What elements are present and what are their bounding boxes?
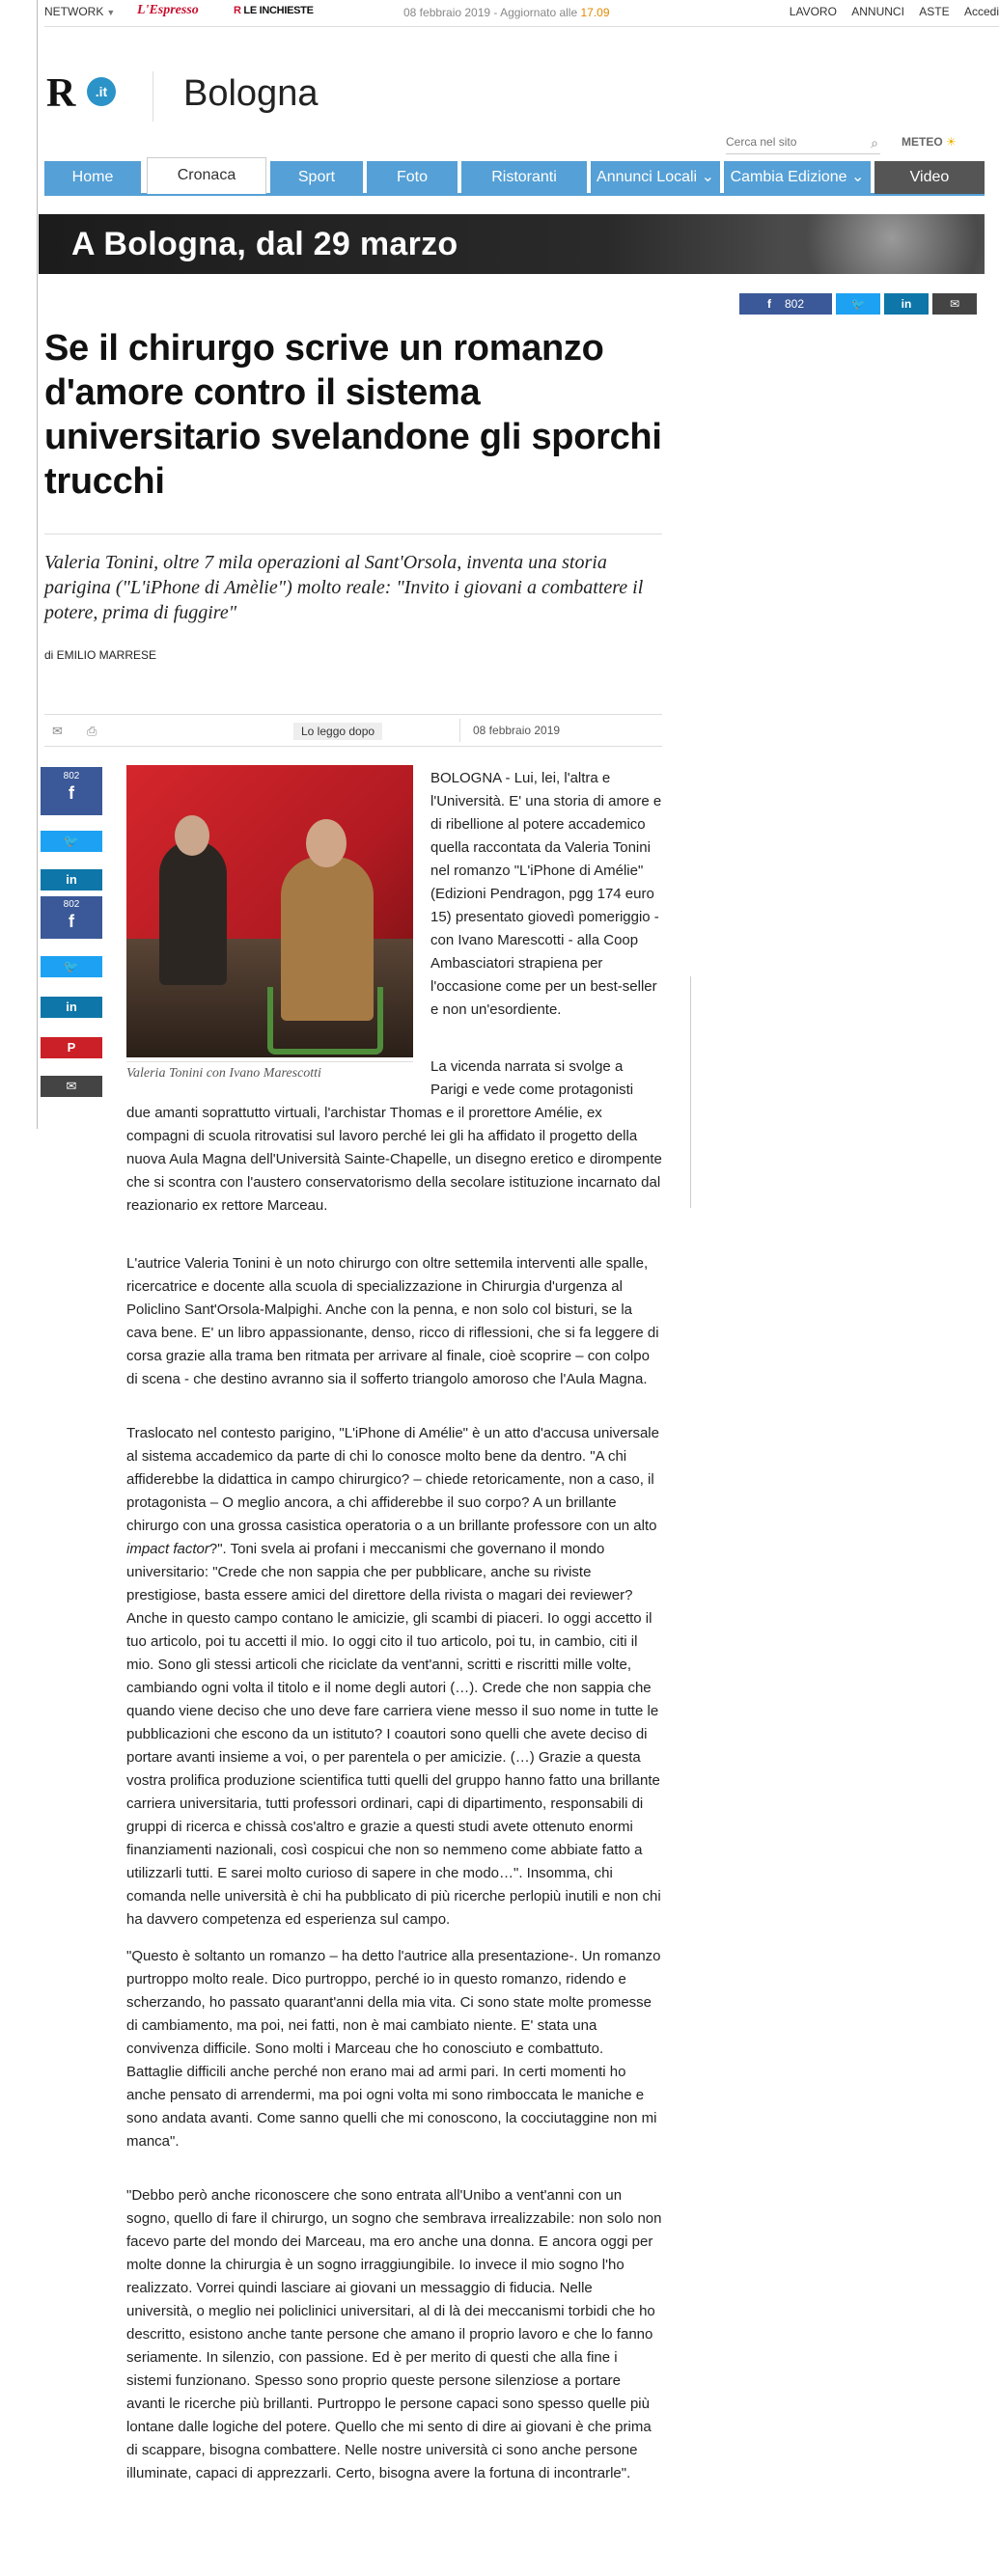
email-icon: ✉ xyxy=(66,1079,77,1093)
article-photo[interactable] xyxy=(126,765,413,1057)
linkedin-icon: in xyxy=(66,1000,77,1014)
twitter-icon: 🐦 xyxy=(850,297,866,311)
article-paragraph-5: "Questo è soltanto un romanzo – ha detto l'autrice alla presentazione-. Un romanzo purtroppo molto reale. Dico purtroppo, perché io in questo romanzo, ridendo e scherzando, ho passato quarant'anni della mia vita. Ci sono state molte promesse di cambiamento, ma poi, nei fatti, non è mai cambiato niente. E' stata una convivenza difficile. Sono molti i Marceau che ho conosciuto e combattuto. Battaglie difficili anche perché non erano mai ad armi pari. In certi momenti ho anche pensato di arrendermi, ma poi ogni volta mi sono rimboccata le maniche e sono andata avanti. Come sanno quelli che mi conoscono, la cocciutaggine non mi manca". xyxy=(126,1948,661,2150)
article-paragraph-4: Traslocato nel contesto parigino, "L'iPhone di Amélie" è un atto d'accusa universale al sistema accademico da parte di chi lo conosce molto bene da dentro. "A chi affiderebbe la didattica in campo chirurgico? – chiede retoricamente, non a caso, il protagonista – O meglio ancora, a chi affiderebbe il suo corpo? A un brillante chirurgo con una grossa casistica operatoria o a un brillante professore con un alto impact factor?". Toni svela ai profani i meccanismi che governano il mondo universitario: "Crede che non sappia che per pubblicare, anche su riviste prestigiose, basta essere amici del direttore della rivista o magari dei reviewer? Anche in questo campo contano le amicizie, gli scambi di piaceri. Io oggi accetto il tuo articolo, poi tu accetti il mio. Io oggi cito il tuo articolo, poi tu, in cambio, citi il mio. Sono gli stessi articoli che riciclate da vent'anni, scritti e riscritti mille volte, cambiando ogni volta il titolo e il nome degli autori (…). Crede che non sappia che quando viene deciso che uno deve fare carriera viene messo il suo nome in tutte le pubblicazioni che escono da un istituto? I coautori sono quelli che avete deciso di portare avanti insieme a voi, o per parentela o per amicizie. (…) Grazie a questa vostra prolifica produzione scientifica tutti quelli del gruppo hanno fatto una brillante carriera universitaria, tutti professori ordinari, capi di dipartimento, responsabili di gruppi di ricerca e chissà cos'altro e grazie a questi studi avete ottenuto enormi finanziamenti nazionali, così cospicui che non so nemmeno come abbiate fatto a utilizzarli tutti. E sarei molto curioso di sapere in che modo…". Insomma, chi comanda nelle università è chi ha pubblicato di più ricerche perlopiù inutili e non chi ha davvero competenza ed esperienza sul campo. xyxy=(126,1425,661,1928)
network-bar xyxy=(44,0,999,27)
nav-item-video[interactable]: Video xyxy=(874,161,985,194)
twitter-share-button[interactable] xyxy=(41,831,102,852)
linkedin-icon: in xyxy=(66,872,77,887)
photo-person-man-head xyxy=(306,819,347,867)
nav-item-home[interactable]: Home xyxy=(44,161,141,194)
facebook-icon: f xyxy=(69,912,74,931)
pinterest-share-button[interactable] xyxy=(41,1037,102,1058)
link-lavoro[interactable]: LAVORO xyxy=(789,5,837,18)
network-menu[interactable]: NETWORK ▼ xyxy=(44,5,116,18)
email-icon[interactable]: ✉ xyxy=(52,724,63,738)
chevron-down-icon: ⌄ xyxy=(851,169,865,185)
article-date: 08 febbraio 2019 xyxy=(473,724,561,737)
update-time: 17.09 xyxy=(580,6,610,19)
ad-banner[interactable] xyxy=(39,214,985,274)
banner-image xyxy=(753,214,985,274)
banner-text: A Bologna, dal 29 marzo xyxy=(71,226,458,262)
pinterest-icon: P xyxy=(67,1040,76,1055)
nav-item-sport[interactable]: Sport xyxy=(270,161,363,194)
article-paragraph-6: "Debbo però anche riconoscere che sono entrata all'Unibo a vent'anni con un sogno, quello di fare il chirurgo, un sogno che sembrava irrealizzabile: non solo non facevo parte del mondo dei Marceau, ma ero anche una donna. E ancora oggi per molte donne la chirurgia è un sogno irraggiungibile. Io invece il mio sogno l'ho realizzato. Vorrei quindi lasciare ai giovani un messaggio di fiducia. Nelle università, o meglio nei policlinici universitari, al di là dei meccanismi torbidi che ho descritto, esistono anche tante persone che amano il proprio lavoro e che lo fanno seriamente. In silenzio, con passione. Ed è per merito di questi che alla fine i sistemi funzionano. Spesso sono proprio queste persone silenziose a portare avanti le ricerche più brillanti. Purtroppo le persone capaci sono spesso quelle più lontane dalle logiche del potere. Quello che mi sento di dire ai giovani è che prima di scappare, bisogna combattere. Nelle nostre università ci sono anche persone illuminate, capaci di apprezzarli. Certo, bisogna avere la fortuna di incontrarle". xyxy=(126,2187,662,2481)
espresso-logo[interactable]: L'Espresso xyxy=(137,3,199,17)
linkedin-share-button[interactable] xyxy=(41,997,102,1018)
link-aste[interactable]: ASTE xyxy=(919,5,950,18)
article-headline: Se il chirurgo scrive un romanzo d'amore contro il sistema universitario svelandone gli sporchi trucchi xyxy=(44,328,662,502)
main-nav xyxy=(44,157,985,196)
meteo-link[interactable]: METEO ☀ xyxy=(902,135,957,149)
search-box xyxy=(726,133,880,154)
nav-item-annunci-locali[interactable]: Annunci Locali ⌄ xyxy=(591,161,720,194)
link-annunci[interactable]: ANNUNCI xyxy=(851,5,904,18)
facebook-share-button[interactable]: 802 f xyxy=(41,767,102,815)
twitter-share-button[interactable] xyxy=(41,956,102,977)
facebook-icon: f xyxy=(766,297,771,311)
nav-item-foto[interactable]: Foto xyxy=(367,161,458,194)
photo-chair xyxy=(267,987,383,1055)
toolbar-divider xyxy=(459,719,460,742)
article-paragraph-2b: due amanti soprattutto virtuali, l'archistar Thomas e il prorettore Amélie, ex compagni di scuola ritrovatisi sul lavoro perché lei gli ha affidato il progetto della nuova Aula Magna dell'Università Sainte-Chapelle, un disegno eretico e dirompente che si scontra con l'austero conservatorismo della secolare istituzione incarnato dal reazionario ex rettore Marceau. xyxy=(126,1105,662,1214)
twitter-share-button[interactable] xyxy=(836,293,880,315)
link-accedi[interactable]: Accedi xyxy=(963,5,999,18)
print-icon[interactable]: ⎙ xyxy=(87,724,97,738)
search-icon[interactable]: ⌕ xyxy=(871,135,878,151)
chevron-down-icon: ⌄ xyxy=(701,169,714,185)
top-links xyxy=(778,5,999,18)
page-left-border xyxy=(37,0,38,1129)
search-input[interactable] xyxy=(726,135,851,149)
column-divider xyxy=(690,976,691,1208)
article-summary: Valeria Tonini, oltre 7 mila operazioni al Sant'Orsola, inventa una storia parigina ("L'iPhone di Amèlie") molto reale: "Invito i giovani a combattere il potere, prima di fuggire" xyxy=(44,552,644,623)
email-share-button[interactable] xyxy=(932,293,977,315)
article-paragraph-1: BOLOGNA - Lui, lei, l'altra e l'Università. E' una storia di amore e di ribellione al potere accademico quella raccontata da Valeria Tonini nel romanzo "L'iPhone di Amélie" (Edizioni Pendragon, pgg 174 euro 15) presentato giovedì pomeriggio - con Ivano Marescotti - alla Coop Ambasciatori strapiena per l'occasione come per un best-seller e non un'esordiente. xyxy=(430,770,662,1018)
edition-title: Bologna xyxy=(183,73,319,114)
article-toolbar xyxy=(44,714,662,747)
twitter-icon: 🐦 xyxy=(63,959,80,973)
linkedin-share-button[interactable] xyxy=(41,869,102,891)
linkedin-icon: in xyxy=(901,297,912,311)
nav-item-cronaca[interactable]: Cronaca xyxy=(147,157,266,194)
nav-item-cambia-edizione[interactable]: Cambia Edizione ⌄ xyxy=(724,161,871,194)
photo-person-woman-head xyxy=(175,815,209,856)
repubblica-logo[interactable]: R .it xyxy=(46,69,120,118)
linkedin-share-button[interactable] xyxy=(884,293,929,315)
twitter-icon: 🐦 xyxy=(63,834,80,848)
article-paragraph-3: L'autrice Valeria Tonini è un noto chirurgo con oltre settemila interventi alle spalle, ricercatrice e docente alla scuola di specializzazione in Chirurgia d'urgenza al Policlino Sant'Orsola-Malpighi. Anche con la penna, e non solo col bisturi, se la cava bene. E' un libro appassionante, denso, ricco di riflessioni, che si fa leggere di corsa grazie alla trama ben ritmata per arrivare al finale, cioè scoprire – con colpo di scena - che destino avranno sia il sofferto triangolo amoroso che l'Aula Magna. xyxy=(126,1255,659,1387)
update-date: 08 febbraio 2019 - Aggiornato alle 17.09 xyxy=(403,6,610,19)
facebook-share-button[interactable]: 802 f xyxy=(41,896,102,939)
article-paragraph-2a: La vicenda narrata si svolge a Parigi e vede come protagonisti xyxy=(430,1058,634,1098)
article-author: di EMILIO MARRESE xyxy=(44,648,157,662)
sun-icon: ☀ xyxy=(946,135,957,149)
facebook-icon: f xyxy=(69,783,74,803)
email-icon: ✉ xyxy=(949,297,960,311)
read-later-button[interactable]: Lo leggo dopo xyxy=(293,723,382,740)
photo-person-woman xyxy=(159,840,227,985)
facebook-share-button[interactable]: f 802 xyxy=(739,293,832,315)
chevron-down-icon: ▼ xyxy=(106,8,116,17)
email-share-button[interactable] xyxy=(41,1076,102,1097)
nav-item-ristoranti[interactable]: Ristoranti xyxy=(461,161,587,194)
photo-caption: Valeria Tonini con Ivano Marescotti xyxy=(126,1061,413,1082)
inchieste-logo[interactable]: R LE INCHIESTE xyxy=(234,5,314,16)
